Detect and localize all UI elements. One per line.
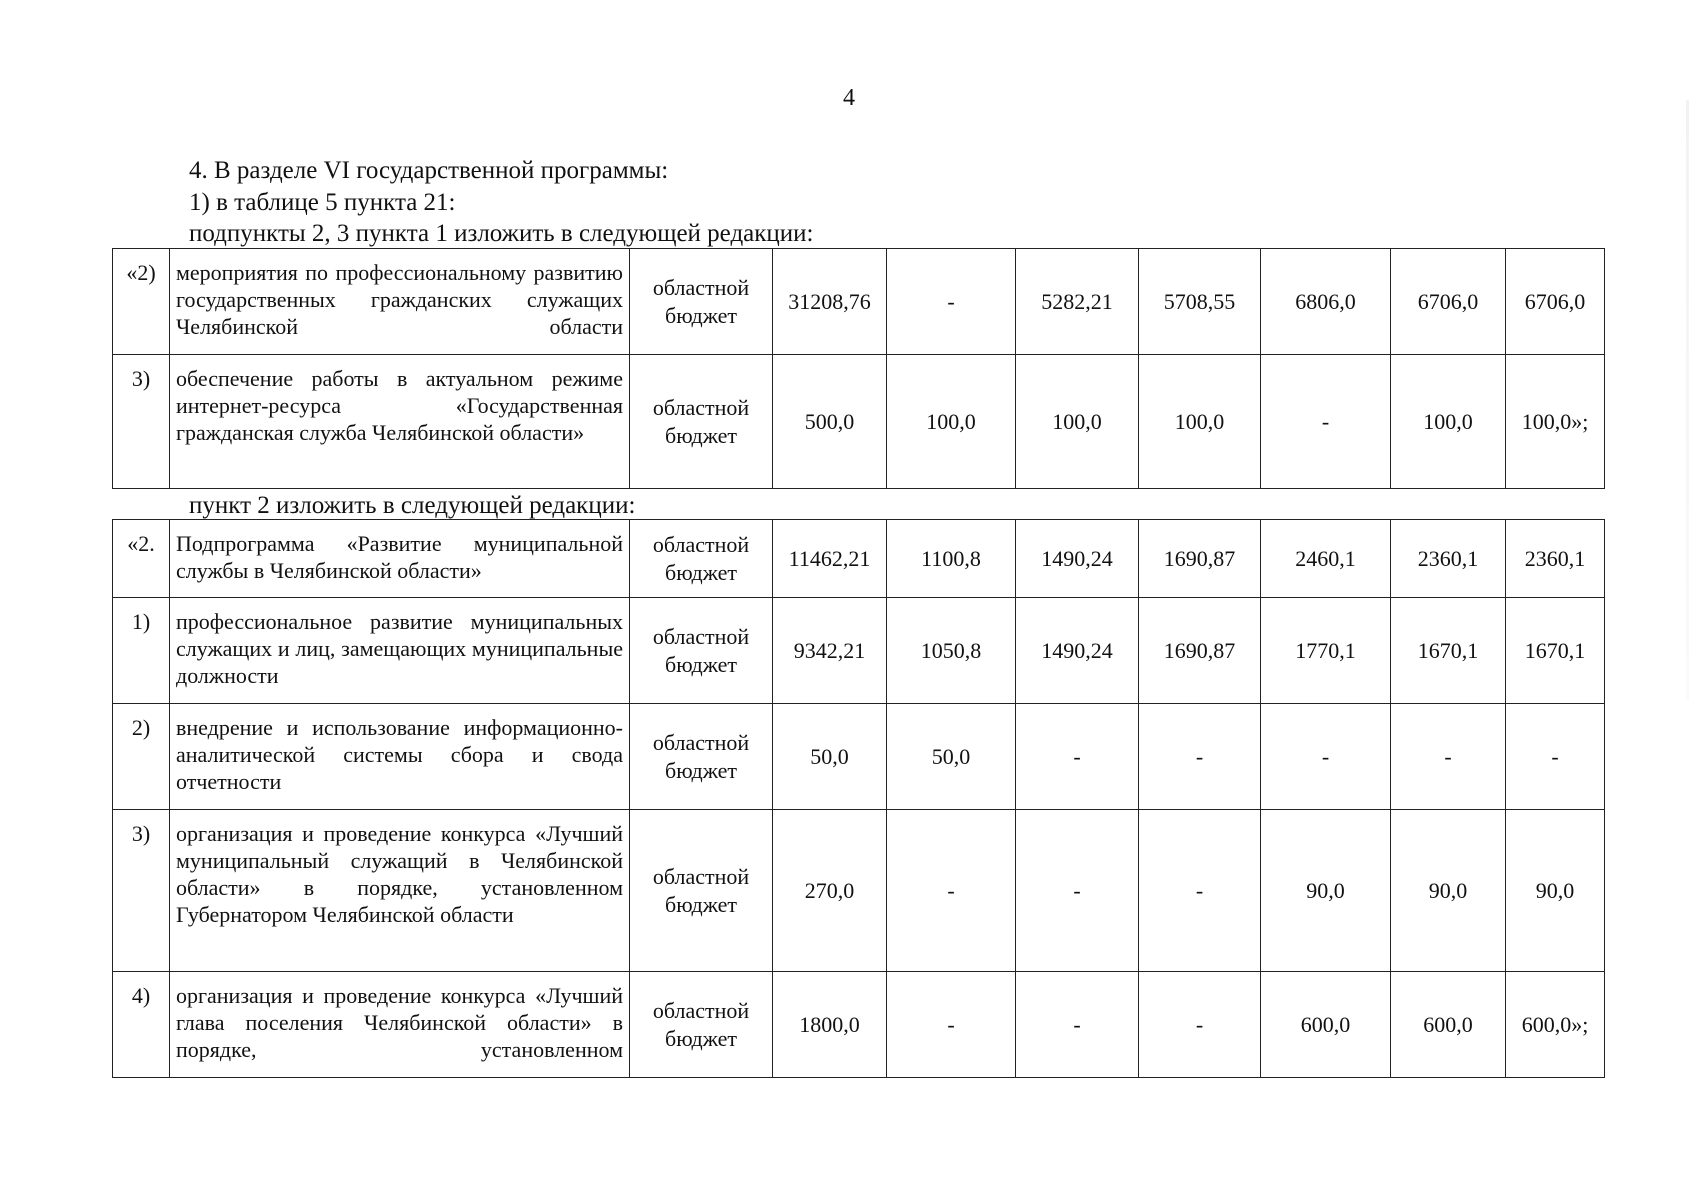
row-description: профессиональное развитие муниципальных служащих и лиц, замещающих муниципальные должности bbox=[170, 598, 630, 704]
row-description: обеспечение работы в актуальном режиме интернет-ресурса «Государственная гражданская служба Челябинской области» bbox=[170, 355, 630, 489]
value-cell: 1690,87 bbox=[1139, 520, 1261, 598]
value-cell: 90,0 bbox=[1261, 810, 1391, 972]
value-cell: 6806,0 bbox=[1261, 249, 1391, 355]
paragraph-item-2: пункт 2 изложить в следующей редакции: bbox=[189, 492, 636, 519]
value-cell: - bbox=[1261, 704, 1391, 810]
value-cell: 600,0»; bbox=[1506, 972, 1605, 1078]
value-cell: 500,0 bbox=[773, 355, 887, 489]
value-cell: - bbox=[887, 810, 1016, 972]
table-row bbox=[113, 972, 1605, 1078]
value-cell: 90,0 bbox=[1506, 810, 1605, 972]
value-cell: 1490,24 bbox=[1016, 598, 1139, 704]
value-cell: - bbox=[1139, 810, 1261, 972]
value-cell: - bbox=[1016, 704, 1139, 810]
row-source: областной бюджет bbox=[630, 704, 773, 810]
value-cell: 1490,24 bbox=[1016, 520, 1139, 598]
row-number: «2. bbox=[113, 520, 170, 598]
value-cell: - bbox=[887, 972, 1016, 1078]
value-cell: 6706,0 bbox=[1506, 249, 1605, 355]
value-cell: 100,0 bbox=[1391, 355, 1506, 489]
value-cell: 600,0 bbox=[1391, 972, 1506, 1078]
value-cell: 5708,55 bbox=[1139, 249, 1261, 355]
row-source: областной бюджет bbox=[630, 598, 773, 704]
row-source: областной бюджет bbox=[630, 810, 773, 972]
value-cell: 6706,0 bbox=[1391, 249, 1506, 355]
value-cell: 1670,1 bbox=[1506, 598, 1605, 704]
row-source: областной бюджет bbox=[630, 249, 773, 355]
value-cell: - bbox=[1016, 972, 1139, 1078]
row-source: областной бюджет bbox=[630, 972, 773, 1078]
value-cell: 50,0 bbox=[887, 704, 1016, 810]
value-cell: - bbox=[887, 249, 1016, 355]
value-cell: 1050,8 bbox=[887, 598, 1016, 704]
value-cell: - bbox=[1506, 704, 1605, 810]
row-description: мероприятия по профессиональному развитию государственных гражданских служащих Челябинской области bbox=[170, 249, 630, 355]
value-cell: 1670,1 bbox=[1391, 598, 1506, 704]
value-cell: 1800,0 bbox=[773, 972, 887, 1078]
value-cell: 1100,8 bbox=[887, 520, 1016, 598]
value-cell: - bbox=[1391, 704, 1506, 810]
value-cell: 100,0 bbox=[1139, 355, 1261, 489]
table-row bbox=[113, 249, 1605, 355]
table-row bbox=[113, 598, 1605, 704]
table-row bbox=[113, 355, 1605, 489]
row-number: 3) bbox=[113, 810, 170, 972]
value-cell: - bbox=[1261, 355, 1391, 489]
value-cell: 600,0 bbox=[1261, 972, 1391, 1078]
row-description: Подпрограмма «Развитие муниципальной службы в Челябинской области» bbox=[170, 520, 630, 598]
paragraph-table-5: 1) в таблице 5 пункта 21: bbox=[189, 189, 456, 216]
value-cell: 100,0 bbox=[1016, 355, 1139, 489]
table-row bbox=[113, 520, 1605, 598]
paragraph-section-vi: 4. В разделе VI государственной программы: bbox=[189, 157, 669, 184]
value-cell: 270,0 bbox=[773, 810, 887, 972]
value-cell: - bbox=[1139, 972, 1261, 1078]
row-number: «2) bbox=[113, 249, 170, 355]
value-cell: 1690,87 bbox=[1139, 598, 1261, 704]
row-source: областной бюджет bbox=[630, 355, 773, 489]
table-subitems-2-3 bbox=[112, 248, 1605, 489]
scan-edge-shadow bbox=[1686, 100, 1689, 700]
row-number: 2) bbox=[113, 704, 170, 810]
value-cell: 2460,1 bbox=[1261, 520, 1391, 598]
value-cell: 9342,21 bbox=[773, 598, 887, 704]
value-cell: 11462,21 bbox=[773, 520, 887, 598]
value-cell: - bbox=[1139, 704, 1261, 810]
value-cell: 2360,1 bbox=[1391, 520, 1506, 598]
row-number: 4) bbox=[113, 972, 170, 1078]
value-cell: 31208,76 bbox=[773, 249, 887, 355]
page-number: 4 bbox=[843, 85, 855, 111]
value-cell: 2360,1 bbox=[1506, 520, 1605, 598]
row-description: внедрение и использование информационно-аналитической системы сбора и свода отчетности bbox=[170, 704, 630, 810]
value-cell: 90,0 bbox=[1391, 810, 1506, 972]
table-row bbox=[113, 810, 1605, 972]
value-cell: 50,0 bbox=[773, 704, 887, 810]
table-item-2 bbox=[112, 519, 1605, 1078]
value-cell: 100,0 bbox=[887, 355, 1016, 489]
row-description: организация и проведение конкурса «Лучший муниципальный служащий в Челябинской области» в порядке, установленном Губернатором Челябинской области bbox=[170, 810, 630, 972]
table-row bbox=[113, 704, 1605, 810]
paragraph-subitems-2-3: подпункты 2, 3 пункта 1 изложить в следующей редакции: bbox=[189, 220, 814, 247]
row-source: областной бюджет bbox=[630, 520, 773, 598]
value-cell: - bbox=[1016, 810, 1139, 972]
row-description: организация и проведение конкурса «Лучший глава поселения Челябинской области» в порядке, установленном bbox=[170, 972, 630, 1078]
row-number: 1) bbox=[113, 598, 170, 704]
value-cell: 100,0»; bbox=[1506, 355, 1605, 489]
value-cell: 1770,1 bbox=[1261, 598, 1391, 704]
row-number: 3) bbox=[113, 355, 170, 489]
value-cell: 5282,21 bbox=[1016, 249, 1139, 355]
